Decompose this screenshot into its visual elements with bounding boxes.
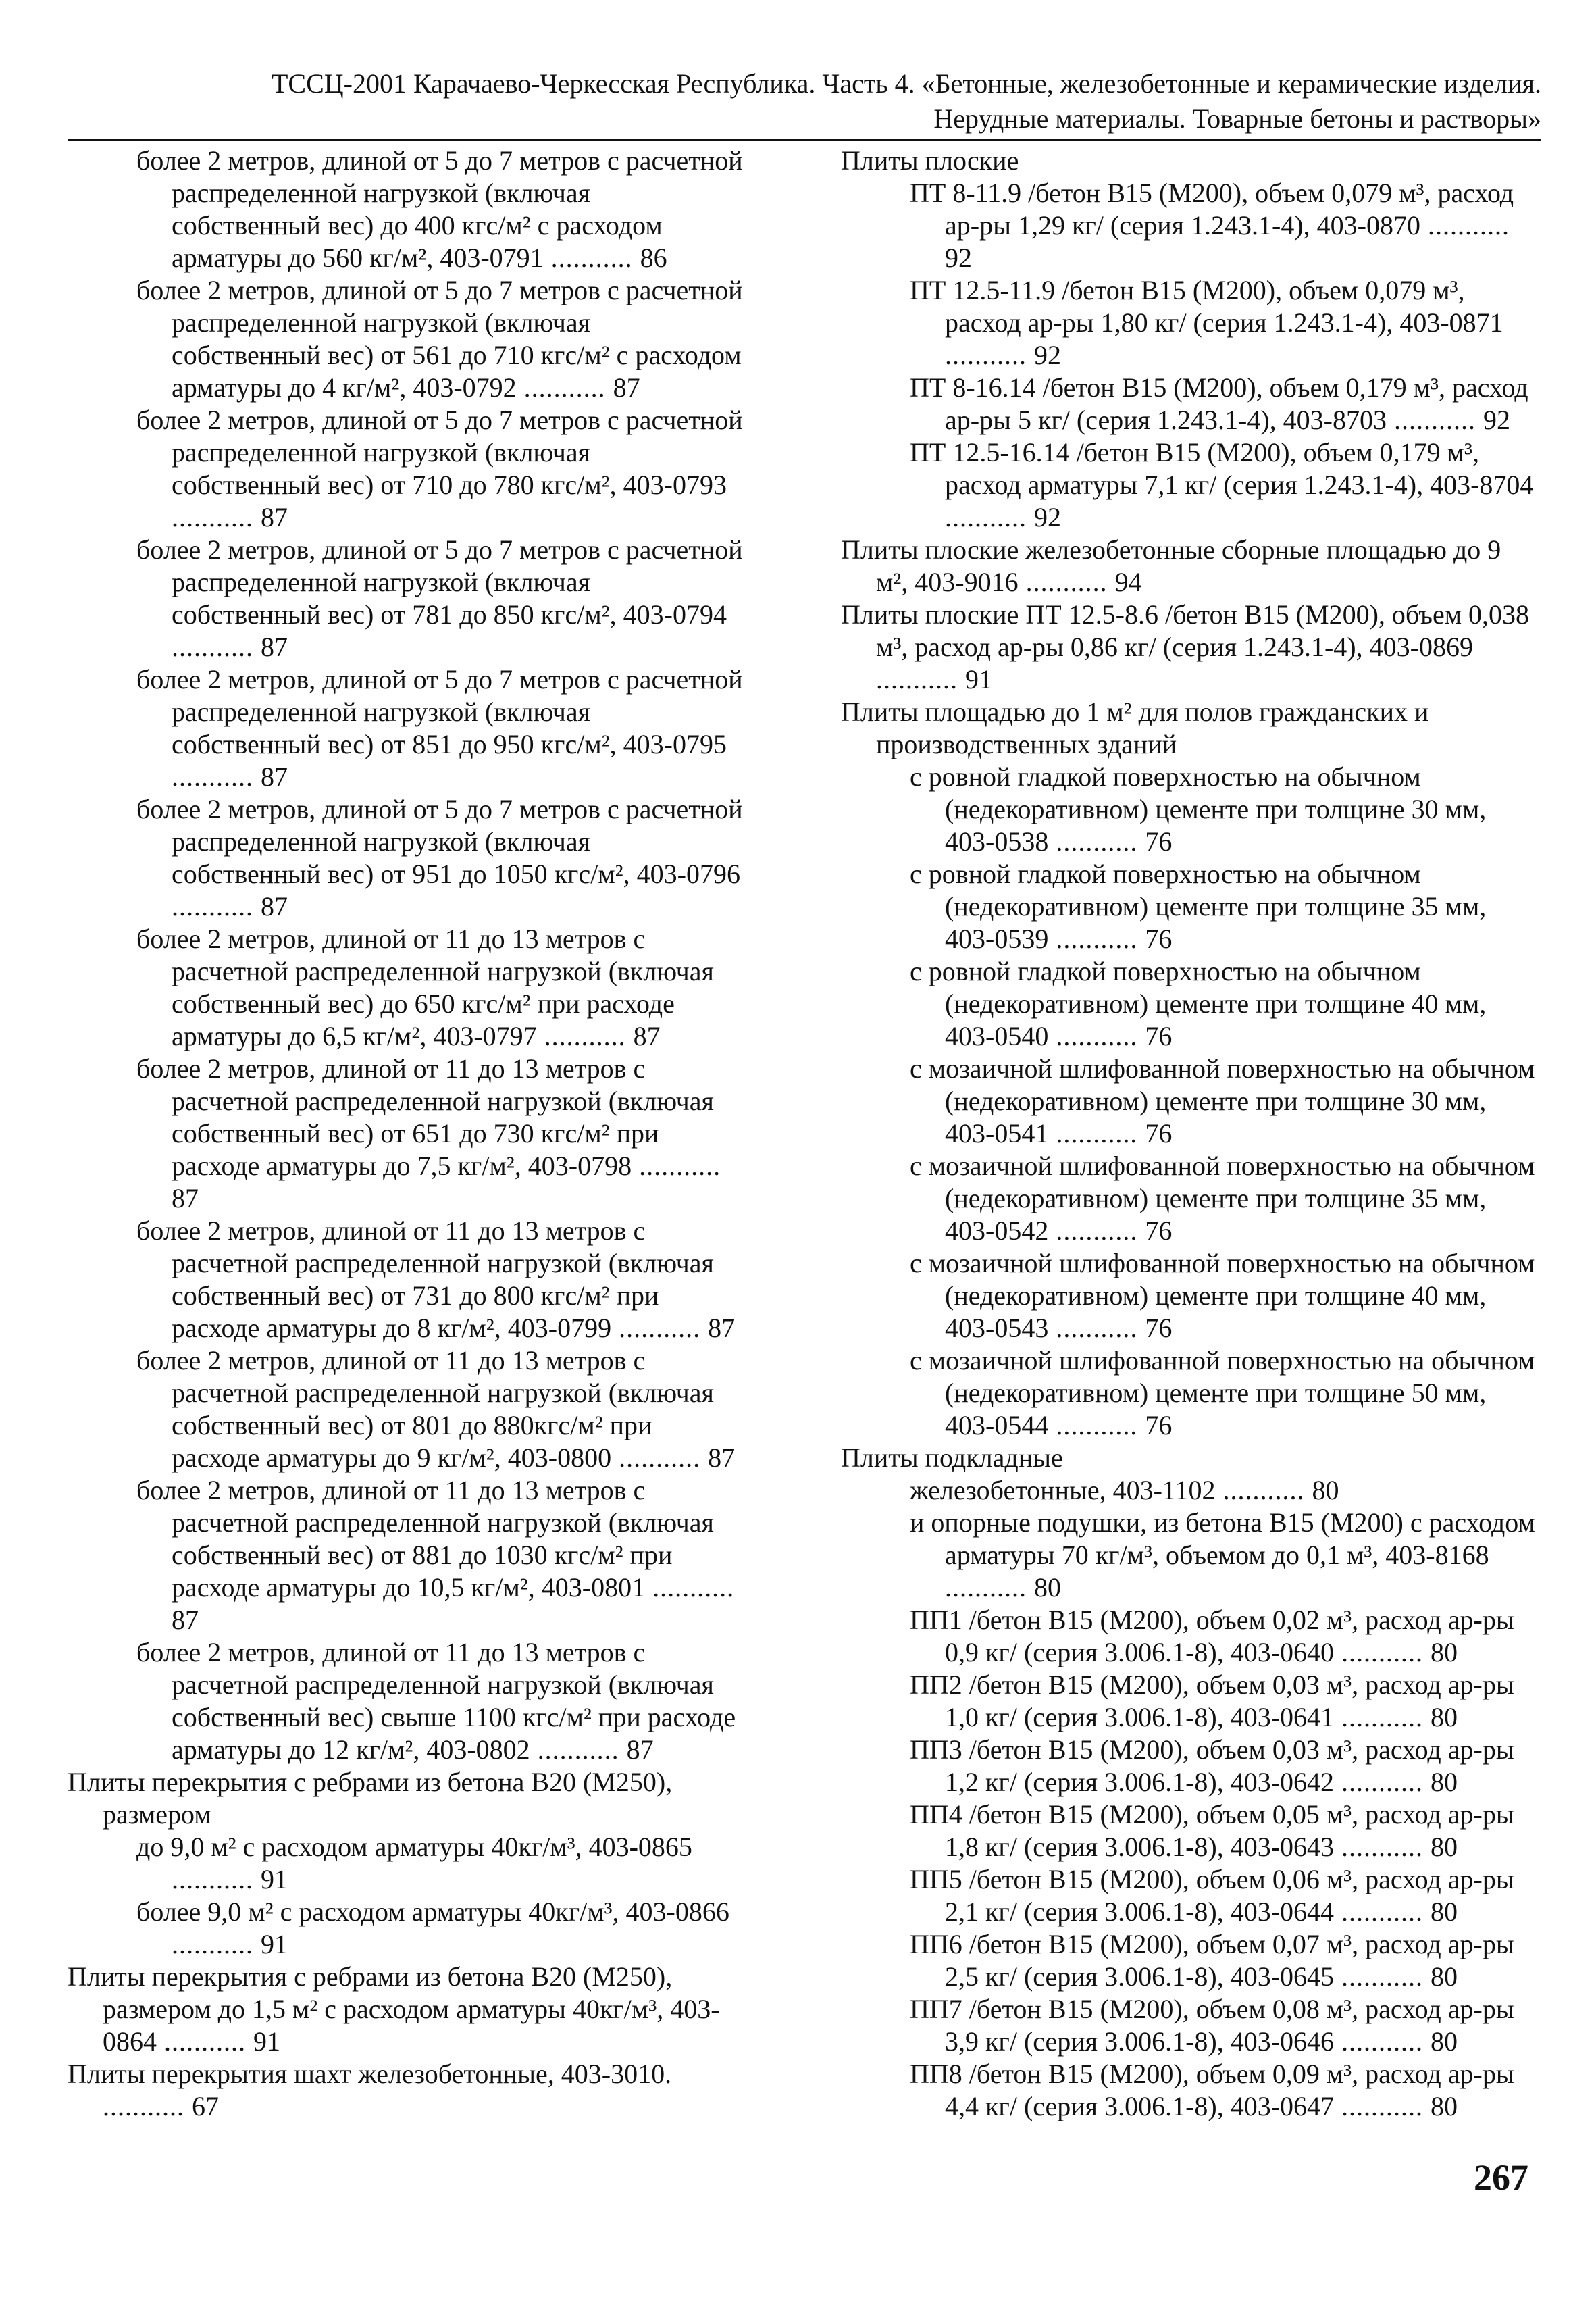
entry-page-ref: 92 xyxy=(1483,405,1510,435)
index-entry xyxy=(68,1896,743,1961)
entry-page-ref: 80 xyxy=(1034,1572,1061,1603)
dot-leader: ........... xyxy=(172,502,261,532)
entry-page-ref: 87 xyxy=(613,372,640,403)
dot-leader: ........... xyxy=(945,340,1034,370)
entry-text: Плиты площадью до 1 м² для полов гражданских и производственных зданий xyxy=(841,697,1429,759)
dot-leader: ........... xyxy=(1048,1215,1145,1246)
entry-text: ПТ 12.5-16.14 /бетон В15 (М200), объем 0,179 м³, расход арматуры 7,1 кг/ (серия 1.243.1-4), 403-8704 xyxy=(910,437,1534,500)
index-entry xyxy=(841,1507,1537,1604)
dot-leader: ........... xyxy=(876,664,965,695)
dot-leader: ........... xyxy=(945,1572,1034,1603)
entry-text: ПП1 /бетон В15 (М200), объем 0,02 м³, расход ар-ры 0,9 кг/ (серия 3.006.1-8), 403-0640 xyxy=(910,1605,1514,1667)
index-column-right xyxy=(841,145,1537,2123)
dot-leader: ........... xyxy=(543,243,640,273)
entry-text: с мозаичной шлифованной поверхностью на обычном (недекоративном) цементе при толщине 30 мм, 403-0541 xyxy=(910,1053,1535,1149)
dot-leader: ........... xyxy=(172,1929,261,1959)
index-entry xyxy=(68,1344,743,1474)
entry-text: ПП2 /бетон В15 (М200), объем 0,03 м³, расход ар-ры 1,0 кг/ (серия 3.006.1-8), 403-0641 xyxy=(910,1669,1514,1732)
index-entry xyxy=(68,534,743,663)
entry-page-ref: 92 xyxy=(1034,340,1061,370)
entry-text: железобетонные, 403-1102 xyxy=(910,1475,1216,1505)
dot-leader: ........... xyxy=(172,891,261,922)
dot-leader: ........... xyxy=(172,761,261,792)
index-entry xyxy=(841,599,1537,696)
entry-text: с мозаичной шлифованной поверхностью на обычном (недекоративном) цементе при толщине 35 мм, 403-0542 xyxy=(910,1151,1535,1246)
entry-page-ref: 91 xyxy=(965,664,992,695)
entry-text: ПТ 8-11.9 /бетон В15 (М200), объем 0,079 м³, расход ар-ры 1,29 кг/ (серия 1.243.1-4), 403-0870 xyxy=(910,178,1514,241)
index-entry xyxy=(841,1344,1537,1442)
entry-page-ref: 80 xyxy=(1431,1767,1458,1797)
index-entry xyxy=(841,1053,1537,1150)
dot-leader: ........... xyxy=(1334,2091,1431,2121)
index-entry xyxy=(841,1442,1537,1474)
dot-leader: ........... xyxy=(1018,567,1115,597)
index-entry xyxy=(841,436,1537,534)
entry-text: ПП8 /бетон В15 (М200), объем 0,09 м³, расход ар-ры 4,4 кг/ (серия 3.006.1-8), 403-0647 xyxy=(910,2059,1514,2121)
entry-page-ref: 87 xyxy=(261,761,288,792)
entry-text: более 2 метров, длиной от 11 до 13 метров с расчетной распределенной нагрузкой (включая собственный вес) от 881 до 1030 кгс/м² при расходе арматуры до 10,5 кг/м², 403-0801 xyxy=(136,1475,714,1603)
index-entry xyxy=(841,1474,1537,1507)
entry-page-ref: 80 xyxy=(1431,1702,1458,1732)
entry-page-ref: 76 xyxy=(1145,1021,1173,1051)
entry-text: более 2 метров, длиной от 5 до 7 метров с расчетной распределенной нагрузкой (включая собственный вес) от 781 до 850 кгс/м², 403-0794 xyxy=(136,534,743,630)
dot-leader: ........... xyxy=(172,632,261,662)
header-rule xyxy=(68,139,1541,141)
entry-page-ref: 76 xyxy=(1145,1313,1173,1343)
index-entry xyxy=(841,761,1537,858)
entry-page-ref: 76 xyxy=(1145,1118,1173,1149)
dot-leader: ........... xyxy=(945,502,1034,532)
index-entry xyxy=(68,1636,743,1766)
index-entry xyxy=(841,858,1537,955)
index-entry xyxy=(68,145,743,274)
entry-text: Плиты плоские железобетонные сборные площадью до 9 м², 403-9016 xyxy=(841,534,1501,597)
page-number: 267 xyxy=(1474,2157,1528,2198)
index-entry xyxy=(841,696,1537,761)
entry-text: ПП5 /бетон В15 (М200), объем 0,06 м³, расход ар-ры 2,1 кг/ (серия 3.006.1-8), 403-0644 xyxy=(910,1864,1514,1927)
entry-page-ref: 76 xyxy=(1145,924,1173,954)
index-entry xyxy=(68,1215,743,1344)
entry-text: ПП6 /бетон В15 (М200), объем 0,07 м³, расход ар-ры 2,5 кг/ (серия 3.006.1-8), 403-0645 xyxy=(910,1929,1514,1992)
entry-page-ref: 80 xyxy=(1431,1637,1458,1667)
dot-leader: ........... xyxy=(530,1734,627,1765)
index-entry xyxy=(68,404,743,534)
entry-page-ref: 80 xyxy=(1431,1961,1458,1992)
entry-text: более 2 метров, длиной от 11 до 13 метров с расчетной распределенной нагрузкой (включая собственный вес) до 650 кгс/м² при расходе арматуры до 6,5 кг/м², 403-0797 xyxy=(136,924,714,1051)
entry-text: с мозаичной шлифованной поверхностью на обычном (недекоративном) цементе при толщине 50 мм, 403-0544 xyxy=(910,1345,1535,1440)
entry-text: ПТ 12.5-11.9 /бетон В15 (М200), объем 0,079 м³, расход ар-ры 1,80 кг/ (серия 1.243.1-4), 403-0871 xyxy=(910,275,1503,338)
header-line-1: ТССЦ-2001 Карачаево-Черкесская Республика. Часть 4. «Бетонные, железобетонные и керамические изделия. xyxy=(271,68,1541,99)
dot-leader: ........... xyxy=(1334,2026,1431,2057)
entry-page-ref: 92 xyxy=(1034,502,1061,532)
dot-leader: ........... xyxy=(611,1442,709,1473)
dot-leader: ........... xyxy=(1334,1832,1431,1862)
entry-page-ref: 87 xyxy=(633,1021,661,1051)
entry-page-ref: 91 xyxy=(261,1929,288,1959)
dot-leader: ........... xyxy=(1048,1410,1145,1440)
entry-page-ref: 80 xyxy=(1431,1896,1458,1927)
dot-leader: ........... xyxy=(1048,1021,1145,1051)
index-entry xyxy=(68,1831,743,1896)
entry-page-ref: 87 xyxy=(626,1734,654,1765)
index-entry xyxy=(841,1993,1537,2058)
dot-leader: ........... xyxy=(645,1572,735,1603)
index-entry xyxy=(841,1247,1537,1344)
entry-page-ref: 94 xyxy=(1114,567,1142,597)
index-entry xyxy=(841,1604,1537,1669)
entry-text: более 2 метров, длиной от 5 до 7 метров с расчетной распределенной нагрузкой (включая собственный вес) от 561 до 710 кгс/м² с расходом арматуры до 4 кг/м², 403-0792 xyxy=(136,275,743,403)
entry-page-ref: 80 xyxy=(1431,2091,1458,2121)
index-entry xyxy=(68,793,743,923)
entry-page-ref: 76 xyxy=(1145,1215,1173,1246)
entry-text: ПП4 /бетон В15 (М200), объем 0,05 м³, расход ар-ры 1,8 кг/ (серия 3.006.1-8), 403-0643 xyxy=(910,1799,1514,1862)
entry-text: более 2 метров, длиной от 11 до 13 метров с расчетной распределенной нагрузкой (включая собственный вес) от 801 до 880кгс/м² при расходе арматуры до 9 кг/м², 403-0800 xyxy=(136,1345,714,1473)
entry-page-ref: 91 xyxy=(261,1864,288,1894)
dot-leader: ........... xyxy=(1048,924,1145,954)
entry-text: более 2 метров, длиной от 11 до 13 метров с расчетной распределенной нагрузкой (включая собственный вес) от 651 до 730 кгс/м² при расходе арматуры до 7,5 кг/м², 403-0798 xyxy=(136,1053,714,1181)
index-entry xyxy=(68,923,743,1053)
dot-leader: ........... xyxy=(632,1151,721,1181)
entry-text: Плиты плоские ПТ 12.5-8.6 /бетон В15 (М200), объем 0,038 м³, расход ар-ры 0,86 кг/ (серия 1.243.1-4), 403-0869 xyxy=(841,599,1530,662)
entry-page-ref: 87 xyxy=(708,1313,736,1343)
entry-page-ref: 80 xyxy=(1312,1475,1339,1505)
entry-text: более 2 метров, длиной от 5 до 7 метров с расчетной распределенной нагрузкой (включая собственный вес) от 951 до 1050 кгс/м², 403-0796 xyxy=(136,794,743,889)
entry-text: Плиты плоские xyxy=(841,145,1019,176)
index-entry xyxy=(841,955,1537,1053)
entry-text: с мозаичной шлифованной поверхностью на обычном (недекоративном) цементе при толщине 40 мм, 403-0543 xyxy=(910,1248,1535,1343)
dot-leader: ........... xyxy=(1334,1896,1431,1927)
index-entry xyxy=(68,1474,743,1636)
entry-text: с ровной гладкой поверхностью на обычном (недекоративном) цементе при толщине 40 мм, 403-0540 xyxy=(910,956,1487,1051)
index-entry xyxy=(841,2058,1537,2123)
index-entry xyxy=(841,1863,1537,1928)
running-header xyxy=(68,66,1541,136)
entry-text: до 9,0 м² с расходом арматуры 40кг/м³, 403-0865 xyxy=(136,1832,692,1862)
index-column-left xyxy=(68,145,743,2123)
dot-leader: ........... xyxy=(1334,1702,1431,1732)
entry-text: Плиты перекрытия с ребрами из бетона В20 (М250), размером до 1,5 м² с расходом арматуры 40кг/м³, 403-0864 xyxy=(68,1961,720,2057)
entry-page-ref: 67 xyxy=(192,2091,219,2121)
entry-text: Плиты подкладные xyxy=(841,1442,1063,1473)
index-entry xyxy=(68,274,743,404)
index-entry xyxy=(841,1734,1537,1799)
entry-page-ref: 92 xyxy=(945,243,972,273)
entry-page-ref: 76 xyxy=(1145,1410,1173,1440)
entry-page-ref: 87 xyxy=(261,891,288,922)
index-entry xyxy=(68,1961,743,2058)
dot-leader: ........... xyxy=(1420,210,1510,241)
dot-leader: ........... xyxy=(1048,826,1145,857)
index-entry xyxy=(841,1928,1537,1993)
dot-leader: ........... xyxy=(1334,1637,1431,1667)
dot-leader: ........... xyxy=(1386,405,1483,435)
entry-page-ref: 76 xyxy=(1145,826,1173,857)
entry-text: Плиты перекрытия с ребрами из бетона В20 (М250), размером xyxy=(68,1767,673,1830)
entry-page-ref: 87 xyxy=(261,632,288,662)
dot-leader: ........... xyxy=(611,1313,709,1343)
dot-leader: ........... xyxy=(516,372,613,403)
dot-leader: ........... xyxy=(1334,1767,1431,1797)
entry-text: ПТ 8-16.14 /бетон В15 (М200), объем 0,179 м³, расход ар-ры 5 кг/ (серия 1.243.1-4), 403-8703 xyxy=(910,372,1528,435)
index-entry xyxy=(841,1150,1537,1247)
entry-text: и опорные подушки, из бетона В15 (М200) с расходом арматуры 70 кг/м³, объемом до 0,1 м³, 403-8168 xyxy=(910,1507,1535,1570)
entry-text: более 2 метров, длиной от 11 до 13 метров с расчетной распределенной нагрузкой (включая собственный вес) свыше 1100 кгс/м² при расходе арматуры до 12 кг/м², 403-0802 xyxy=(136,1637,736,1765)
index-entry xyxy=(841,145,1537,177)
entry-page-ref: 80 xyxy=(1431,1832,1458,1862)
entry-page-ref: 80 xyxy=(1431,2026,1458,2057)
index-entry xyxy=(841,534,1537,599)
dot-leader: ........... xyxy=(103,2091,192,2121)
entry-text: более 2 метров, длиной от 5 до 7 метров с расчетной распределенной нагрузкой (включая собственный вес) до 400 кгс/м² с расходом арматуры до 560 кг/м², 403-0791 xyxy=(136,145,743,273)
dot-leader: ........... xyxy=(1048,1118,1145,1149)
entry-page-ref: 86 xyxy=(640,243,667,273)
dot-leader: ........... xyxy=(157,2026,253,2057)
index-entry xyxy=(68,2058,743,2123)
index-entry xyxy=(68,663,743,793)
entry-text: более 2 метров, длиной от 11 до 13 метров с расчетной распределенной нагрузкой (включая собственный вес) от 731 до 800 кгс/м² при расходе арматуры до 8 кг/м², 403-0799 xyxy=(136,1215,714,1343)
entry-text: с ровной гладкой поверхностью на обычном (недекоративном) цементе при толщине 30 мм, 403-0538 xyxy=(910,761,1487,857)
index-entry xyxy=(841,1799,1537,1863)
entry-text: ПП7 /бетон В15 (М200), объем 0,08 м³, расход ар-ры 3,9 кг/ (серия 3.006.1-8), 403-0646 xyxy=(910,1994,1514,2057)
index-entry xyxy=(68,1053,743,1215)
entry-page-ref: 91 xyxy=(253,2026,280,2057)
entry-text: более 2 метров, длиной от 5 до 7 метров с расчетной распределенной нагрузкой (включая собственный вес) от 710 до 780 кгс/м², 403-0793 xyxy=(136,405,743,500)
header-line-2: Нерудные материалы. Товарные бетоны и растворы» xyxy=(933,103,1541,134)
dot-leader: ........... xyxy=(1048,1313,1145,1343)
entry-text: Плиты перекрытия шахт железобетонные, 403-3010. xyxy=(68,2059,672,2089)
entry-text: с ровной гладкой поверхностью на обычном (недекоративном) цементе при толщине 35 мм, 403-0539 xyxy=(910,859,1487,954)
index-entry xyxy=(68,1766,743,1831)
entry-text: более 9,0 м² с расходом арматуры 40кг/м³, 403-0866 xyxy=(136,1896,729,1927)
entry-page-ref: 87 xyxy=(172,1183,199,1213)
entry-page-ref: 87 xyxy=(708,1442,736,1473)
dot-leader: ........... xyxy=(1215,1475,1312,1505)
entry-text: ПП3 /бетон В15 (М200), объем 0,03 м³, расход ар-ры 1,2 кг/ (серия 3.006.1-8), 403-0642 xyxy=(910,1734,1514,1797)
index-entry xyxy=(841,274,1537,372)
entry-page-ref: 87 xyxy=(172,1605,199,1635)
index-entry xyxy=(841,177,1537,274)
dot-leader: ........... xyxy=(536,1021,634,1051)
entry-page-ref: 87 xyxy=(261,502,288,532)
dot-leader: ........... xyxy=(1334,1961,1431,1992)
index-entry xyxy=(841,372,1537,436)
index-entry xyxy=(841,1669,1537,1734)
entry-text: более 2 метров, длиной от 5 до 7 метров с расчетной распределенной нагрузкой (включая собственный вес) от 851 до 950 кгс/м², 403-0795 xyxy=(136,664,743,759)
dot-leader: ........... xyxy=(172,1864,261,1894)
